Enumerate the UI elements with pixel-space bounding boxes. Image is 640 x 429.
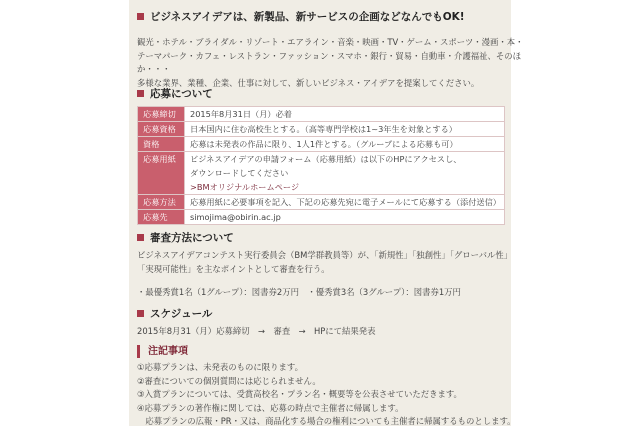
bullet-square-icon (137, 90, 144, 97)
row-value: 応募用紙に必要事項を記入、下記の応募先宛に電子メールにて応募する（添付送信） (185, 195, 505, 210)
apply-heading (137, 86, 507, 101)
text-line: ダウンロードしてください (190, 168, 289, 178)
text-line: か・・・ (137, 64, 171, 74)
intro-text (137, 36, 524, 90)
text-line: 観光・ホテル・ブライダル・リゾート・エアライン・音楽・映画・TV・ゲーム・スポーツ・漫画・本・ (137, 37, 524, 47)
bullet-square-icon (137, 13, 144, 20)
row-value: 2015年8月31日（月）必着 (185, 107, 505, 122)
heading-text: ビジネスアイデアは、新製品、新サービスの企画などなんでもOK! (150, 11, 465, 23)
schedule-heading (137, 306, 507, 321)
row-label: 応募用紙 (138, 152, 185, 195)
note-item: ①応募プランは、未発表のものに限ります。 (137, 362, 303, 372)
row-label: 応募資格 (138, 122, 185, 137)
heading-text: 審査方法について (150, 232, 234, 244)
row-label: 資格 (138, 137, 185, 152)
text-line: 「実現可能性」を主なポイントとして審査を行う。 (137, 263, 330, 274)
notes-heading: 注記事項 (137, 345, 188, 358)
note-item: ②審査についての個別質問には応じられません。 (137, 375, 321, 386)
note-item: ④応募プランの著作権に関しては、応募の時点で主催者に帰属します。 (137, 402, 404, 413)
note-item: ③入賞プランについては、受賞高校名・プラン名・概要等を公表させていただきます。 (137, 389, 462, 399)
row-label: 応募先 (138, 210, 185, 225)
notes-list (137, 361, 516, 429)
row-value: 応募は未発表の作品に限り、1人1件とする。（グループによる応募も可） (185, 137, 505, 152)
table-row (138, 195, 505, 210)
table-row (138, 137, 505, 152)
table-row (138, 152, 505, 195)
bullet-square-icon (137, 310, 144, 317)
email-value: simojima@obirin.ac.jp (185, 210, 505, 225)
text-line: 多様な業界、業種、企業、仕事に対して、新しいビジネス・アイデアを提案してください。 (137, 77, 480, 88)
bullet-square-icon (137, 234, 144, 241)
row-value: 日本国内に住む高校生とする。（高等専門学校は1~3年生を対象とする） (185, 122, 505, 137)
table-row (138, 107, 505, 122)
note-item: 応募プランの広報・PR・又は、商品化する場合の権利についても主催者に帰属するものとします。 (137, 416, 516, 426)
bm-homepage-link[interactable]: >BMオリジナルホームページ (190, 182, 300, 192)
row-label: 応募方法 (138, 195, 185, 210)
row-value (185, 152, 505, 195)
table-row (138, 210, 505, 225)
heading-text: 応募について (150, 88, 213, 100)
text-line: テーマパーク・カフェ・レストラン・ファッション・スマホ・銀行・貿易・自動車・介護福祉、そのほ (137, 50, 521, 61)
text-line: ビジネスアイデアの申請フォーム（応募用紙）は以下のHPにアクセスし、 (190, 154, 462, 164)
text-line: ビジネスアイデアコンテスト実行委員会（BM学群教員等）が、「新規性」「独創性」「グローバル性」 (137, 250, 513, 260)
prizes-text: ・最優秀賞1名（1グループ）：図書券2万円 ・優秀賞3名（3グループ）：図書券1万円 (137, 287, 461, 297)
heading-text: スケジュール (150, 308, 213, 320)
table-row (138, 122, 505, 137)
apply-table (137, 106, 507, 225)
row-label: 応募締切 (138, 107, 185, 122)
intro-heading (137, 9, 507, 24)
schedule-text: 2015年8月31（月）応募締切 → 審査 → HPにて結果発表 (137, 326, 376, 336)
review-heading (137, 230, 507, 245)
review-text (137, 249, 513, 276)
